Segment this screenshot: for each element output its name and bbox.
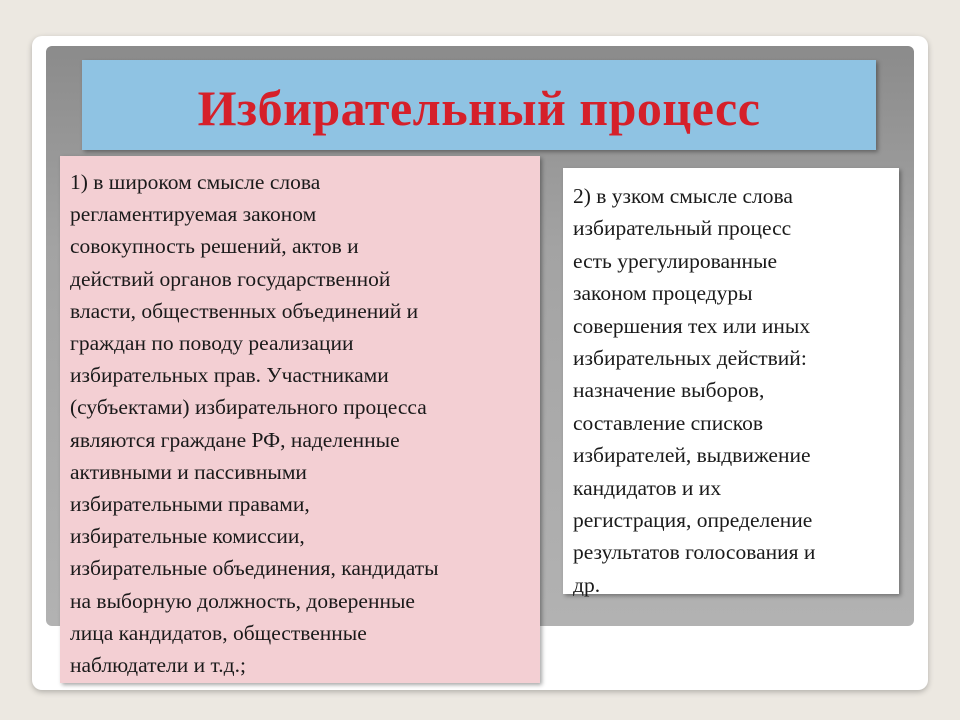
title-banner <box>82 60 876 150</box>
narrow-definition-box <box>563 168 899 597</box>
narrow-definition-text: 2) в узком смысле слова избирательный процесс есть урегулированные законом процедуры совершения тех или иных избирательных действий: назначение выборов, составление списков избирателей, выдвижение кандидатов и их регистрация, определение результатов голосования и др. <box>573 184 816 597</box>
broad-definition-box <box>60 156 540 683</box>
broad-definition-text: 1) в широком смысле слова регламентируемая законом совокупность решений, актов и действий органов государственной власти, общественных объединений и граждан по поводу реализации избирательных прав. Участниками (субъектами) избирательного процесса являются граждане РФ, наделенные активными и пассивными избирательными правами, избирательные комиссии, избирательные объединения, кандидаты на выборную должность, доверенные лица кандидатов, общественные наблюдатели и т.д.; <box>70 170 439 678</box>
slide-title: Избирательный процесс <box>197 80 761 136</box>
